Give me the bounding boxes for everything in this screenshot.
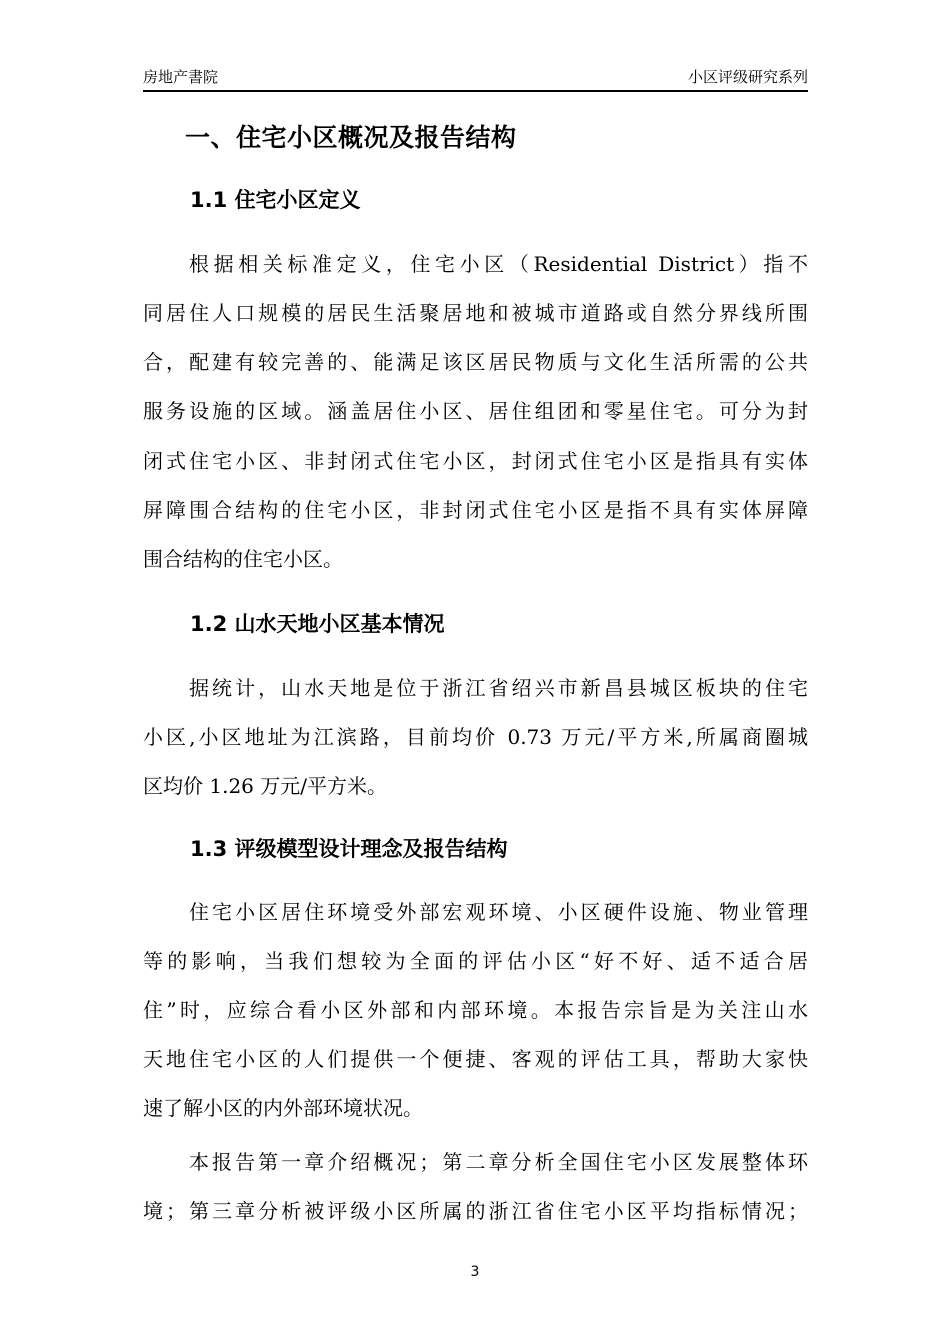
paragraph-line: 围合结构的住宅小区。	[143, 547, 343, 571]
header-series-title: 小区评级研究系列	[687, 68, 808, 86]
paragraph-line: 天地住宅小区的人们提供一个便捷、客观的评估工具，帮助大家快	[143, 1047, 808, 1071]
page-number: 3	[470, 1264, 480, 1280]
paragraph-line: 服务设施的区域。涵盖居住小区、居住组团和零星住宅。可分为封	[143, 399, 808, 423]
header-publisher: 房地产書院	[143, 68, 219, 86]
paragraph-line: 据统计，山水天地是位于浙江省绍兴市新昌县城区板块的住宅	[189, 676, 808, 700]
header-divider	[143, 90, 808, 92]
section-heading-1-3: 1.3 评级模型设计理念及报告结构	[190, 837, 508, 861]
paragraph-line: 合，配建有较完善的、能满足该区居民物质与文化生活所需的公共	[143, 350, 808, 374]
paragraph-line: 小区,小区地址为江滨路，目前均价 0.73 万元/平方米,所属商圈城	[143, 725, 808, 749]
paragraph-line: 住”时，应综合看小区外部和内部环境。本报告宗旨是为关注山水	[143, 998, 808, 1022]
paragraph-line: 速了解小区的内外部环境状况。	[143, 1096, 423, 1120]
paragraph-line: 根据相关标准定义，住宅小区（Residential District）指不	[189, 252, 808, 276]
paragraph-line: 区均价 1.26 万元/平方米。	[143, 774, 387, 798]
section-heading-1-1: 1.1 住宅小区定义	[190, 188, 361, 212]
paragraph-line: 住宅小区居住环境受外部宏观环境、小区硬件设施、物业管理	[189, 900, 808, 924]
paragraph-line: 同居住人口规模的居民生活聚居地和被城市道路或自然分界线所围	[143, 301, 808, 325]
section-heading-1-2: 1.2 山水天地小区基本情况	[190, 612, 445, 636]
paragraph-line: 屏障围合结构的住宅小区，非封闭式住宅小区是指不具有实体屏障	[143, 498, 808, 522]
chapter-title: 一、住宅小区概况及报告结构	[185, 123, 517, 152]
paragraph-line: 本报告第一章介绍概况；第二章分析全国住宅小区发展整体环	[189, 1150, 808, 1174]
paragraph-line: 境；第三章分析被评级小区所属的浙江省住宅小区平均指标情况；	[143, 1199, 808, 1223]
paragraph-line: 闭式住宅小区、非封闭式住宅小区，封闭式住宅小区是指具有实体	[143, 449, 808, 473]
page-header	[143, 66, 808, 88]
paragraph-line: 等的影响，当我们想较为全面的评估小区“好不好、适不适合居	[143, 949, 808, 973]
